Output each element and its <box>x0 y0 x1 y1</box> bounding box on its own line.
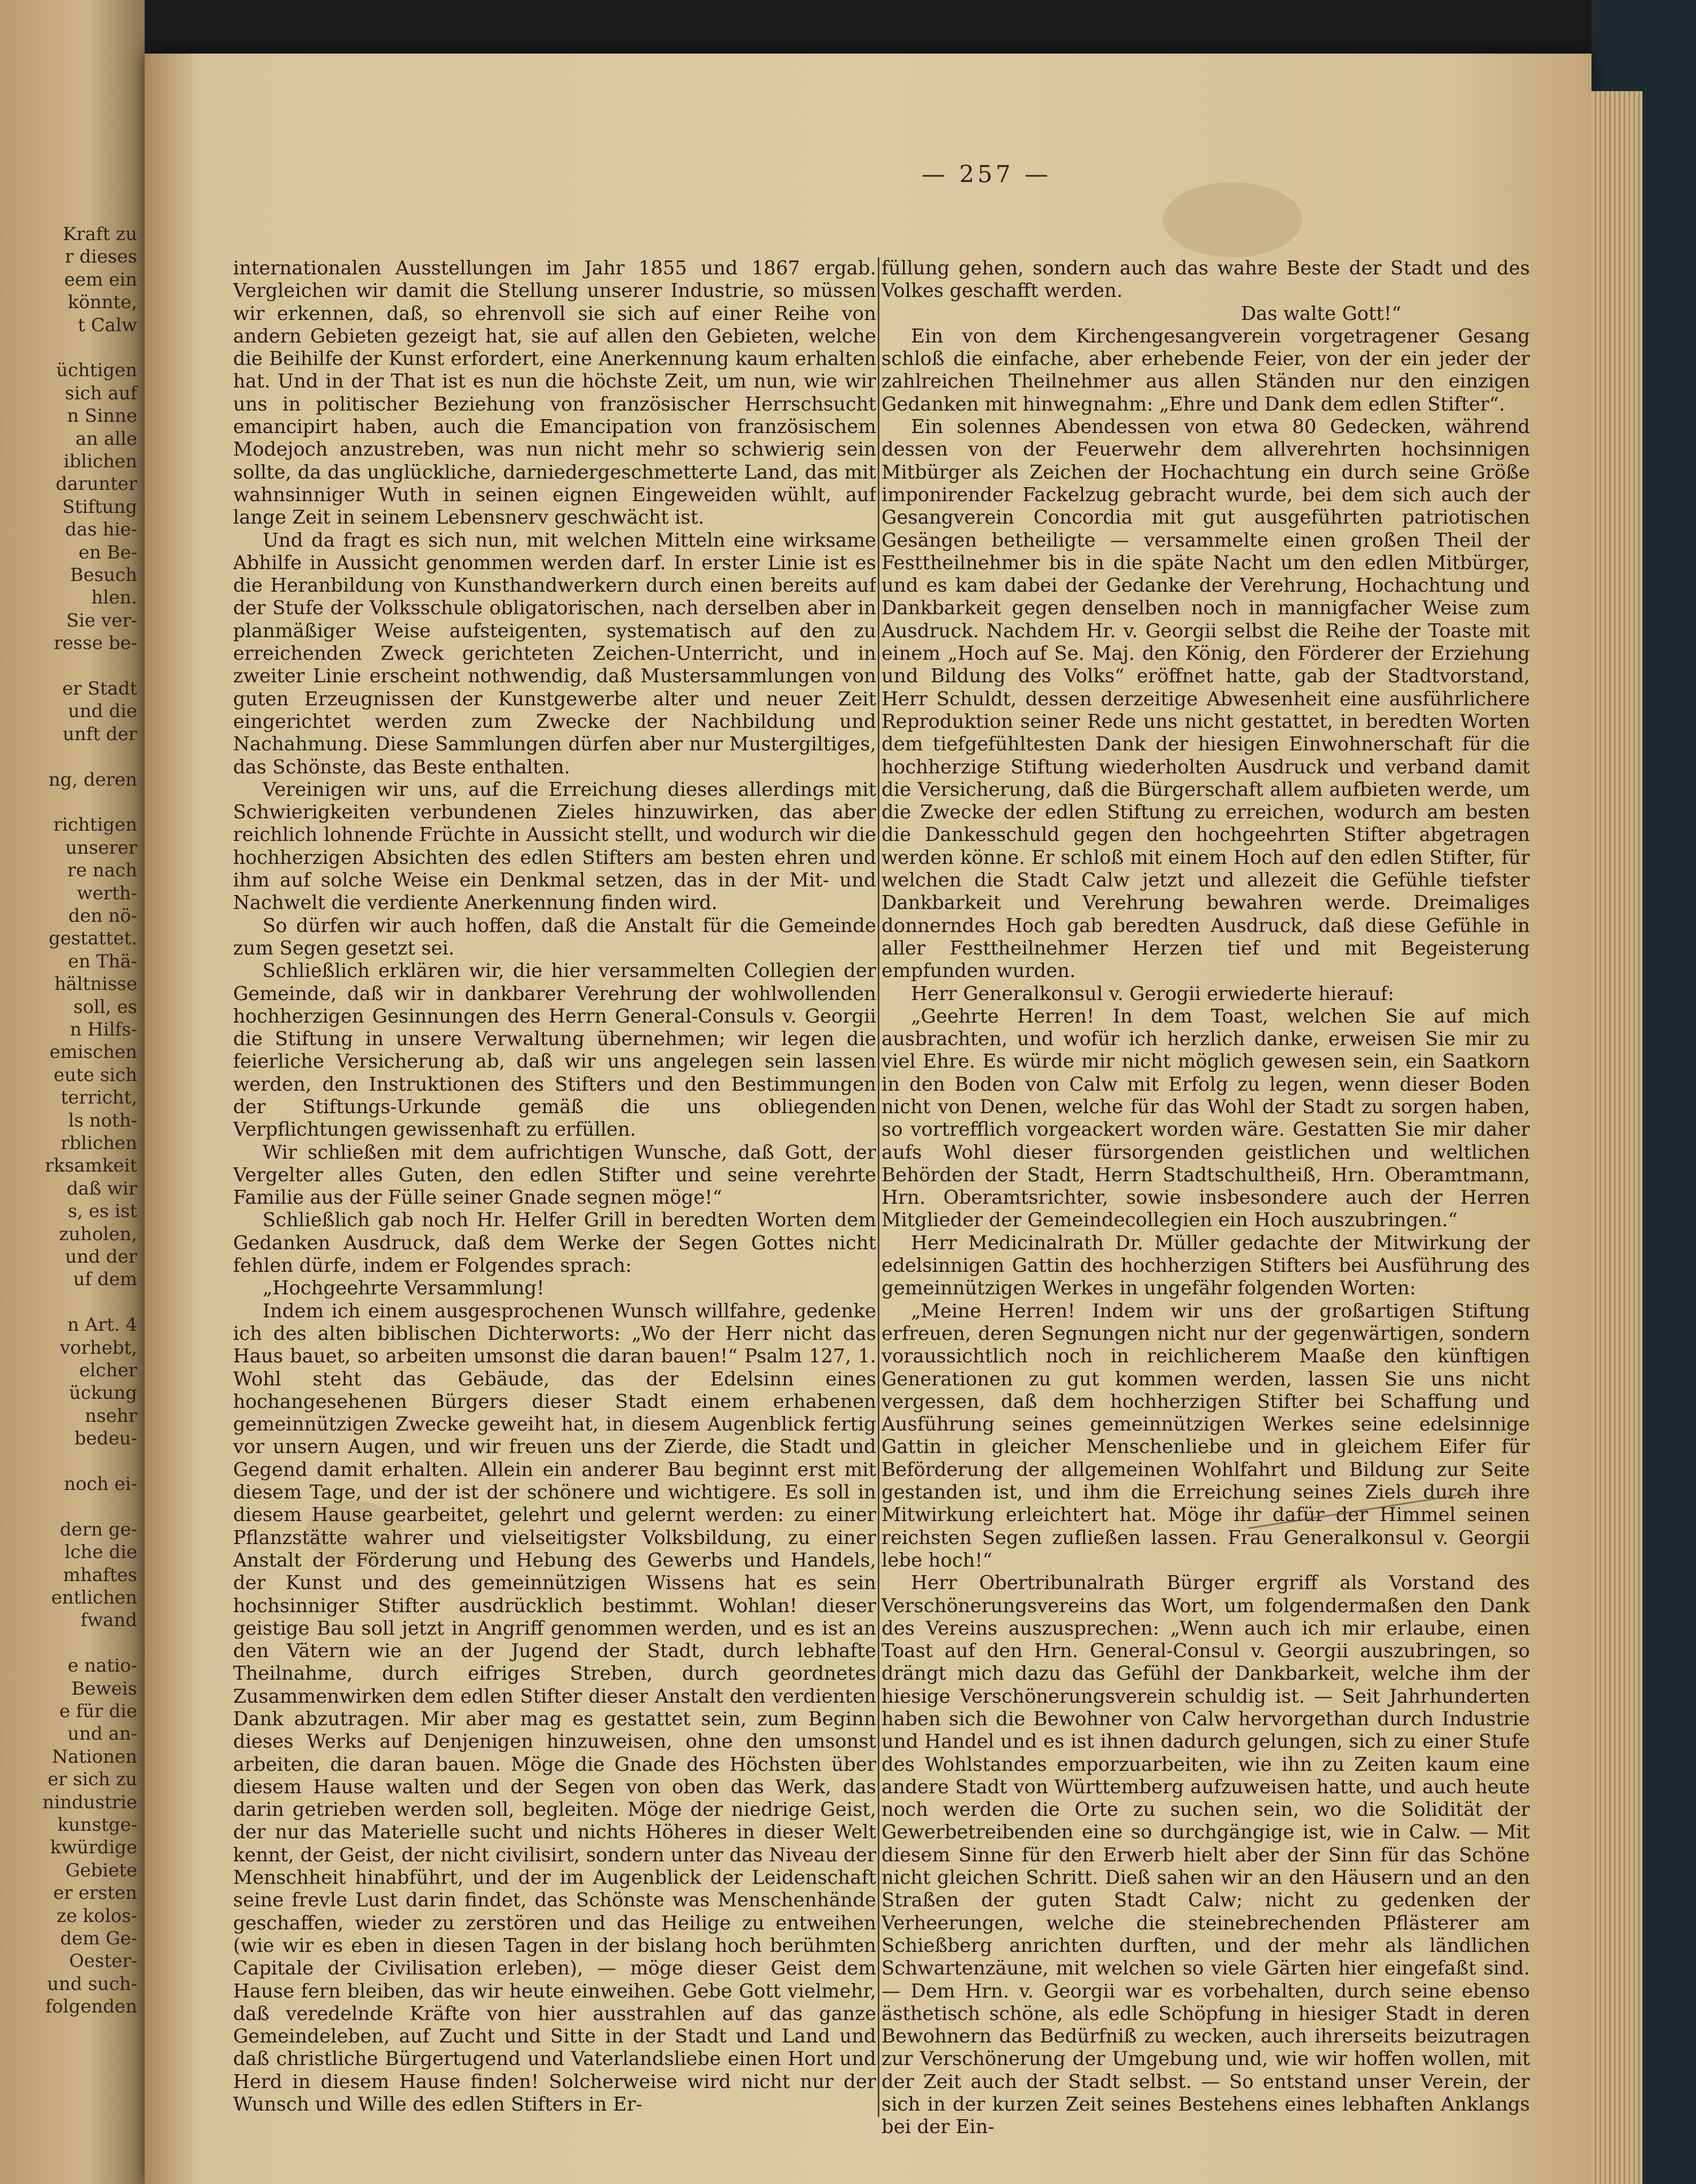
page-number: — 257 — <box>922 161 1051 188</box>
previous-page-line: n Hilfs- <box>70 1019 137 1040</box>
previous-page-line: werth- <box>77 882 137 904</box>
paragraph: füllung gehen, sondern auch das wahre Beste der Stadt und des Volkes geschafft werden. <box>881 257 1530 302</box>
previous-page-line: s, es ist <box>68 1201 137 1223</box>
left-text-column <box>233 257 876 2155</box>
previous-page-line: könnte, <box>68 292 137 314</box>
previous-page-line: den nö- <box>68 905 137 927</box>
previous-page-line: nsehr <box>85 1405 137 1427</box>
previous-page-line: und der <box>65 1246 137 1268</box>
previous-page-line: rksamkeit <box>44 1155 137 1177</box>
previous-page-line: ze kolos- <box>56 1905 137 1927</box>
previous-page-line: er sich zu <box>47 1769 137 1791</box>
previous-page-line: das hie- <box>65 519 137 541</box>
paragraph: Das walte Gott!“ <box>1241 302 1401 325</box>
previous-page-line: unserer <box>65 837 137 859</box>
paragraph: Schließlich gab noch Hr. Helfer Grill in beredten Worten dem Gedanken Ausdruck, daß dem Werke der Segen Gottes nicht fehlen dürfe, indem er Folgendes sprach: <box>233 1209 876 1277</box>
previous-page-line: iblichen <box>63 451 137 472</box>
previous-page-line: soll, es <box>73 996 137 1018</box>
previous-page-line: dern ge- <box>59 1518 137 1540</box>
previous-page-line: eute sich <box>54 1064 137 1086</box>
previous-page-line: kunstge- <box>57 1814 137 1836</box>
previous-page-line: richtigen <box>53 814 137 836</box>
previous-page-line: Stiftung <box>62 496 137 518</box>
previous-page-line: elcher <box>79 1360 137 1381</box>
paragraph: „Meine Herren! Indem wir uns der großartigen Stiftung erfreuen, deren Segnungen nicht nur der gegenwärtigen, sondern voraussichtlich noch in reichlicherem Maaße den künftigen Generationen zu gut kommen werden, lassen Sie uns nicht vergessen, daß dem hochherzigen Stifter bei Schaffung und Ausführung seines gemeinnützigen Werkes seine edelsinnige Gattin in gleicher Menschenliebe und in gleichem Eifer für Beförderung der allgemeinen Wohlfahrt und Bildung zur Seite gestanden ist, und ihm die Erreichung seines Ziels durch ihre Mitwirkung erleichtert hat. Möge ihr dafür der Himmel seinen reichsten Segen zufließen lassen. Frau Generalkonsul v. Georgii lebe hoch!“ <box>881 1300 1530 1571</box>
previous-page-line: en Thä- <box>68 950 137 972</box>
previous-page-line: üchtigen <box>56 360 137 382</box>
previous-page-line: Oester- <box>69 1950 137 1972</box>
previous-page-line: an alle <box>75 428 137 450</box>
column-divider <box>878 257 879 2117</box>
previous-page-line: gestattet. <box>48 928 137 950</box>
previous-page-line: Nationen <box>52 1746 137 1768</box>
previous-page-line: und an- <box>67 1723 137 1745</box>
previous-page-line: daß wir <box>66 1177 137 1199</box>
previous-page-line: ls noth- <box>68 1109 137 1131</box>
previous-page-line: bedeu- <box>74 1428 137 1450</box>
previous-page-line: hältnisse <box>54 973 137 995</box>
previous-page-line: n Art. 4 <box>67 1314 137 1336</box>
previous-page-line: fwand <box>80 1609 137 1631</box>
previous-page-line: eem ein <box>64 269 137 290</box>
previous-page-line: e natio- <box>68 1655 137 1677</box>
previous-page-line: en Be- <box>78 541 137 563</box>
previous-page-line: e für die <box>59 1701 137 1722</box>
previous-page-line: nindustrie <box>42 1791 137 1813</box>
paragraph: Wir schließen mit dem aufrichtigen Wunsche, daß Gott, der Vergelter alles Guten, den edlen Stifter und seine verehrte Familie aus der Fülle seiner Gnade segnen möge!“ <box>233 1141 876 1209</box>
previous-page-line: lche die <box>64 1541 137 1563</box>
previous-page-line: hlen. <box>91 587 137 609</box>
paragraph: internationalen Ausstellungen im Jahr 1855 und 1867 ergab. Vergleichen wir damit die Stellung unserer Industrie, so müssen wir erkennen, daß, so ehrenvoll sie sich auf einer Reihe von andern Gebieten gezeigt hat, sie auf allen den Gebieten, welche die Beihilfe der Kunst erfordert, eine Anerkennung kaum erhalten hat. Und in der That ist es nun die höchste Zeit, um nun, wie wir uns in politischer Beziehung von französischer Herrschsucht emancipirt haben, auch die Emancipation von französischem Modejoch anzustreben, was nun nicht mehr so schwierig sein sollte, da das unglückliche, darniedergeschmetterte Land, das mit wahnsinniger Wuth in seinen eignen Eingeweiden wühlt, auf lange Zeit in seinem Lebensnerv geschwächt ist. <box>233 257 876 529</box>
previous-page-line: er Stadt <box>62 678 137 699</box>
previous-page-line: entlichen <box>51 1587 137 1608</box>
previous-page-line: noch ei- <box>64 1473 137 1495</box>
paragraph: Schließlich erklären wir, die hier versammelten Collegien der Gemeinde, daß wir in dankbarer Verehrung der wohlwollenden hochherzigen Gesinnungen des Herrn General-Consuls v. Georgii die Stiftung in unsere Verwaltung übernehmen; wir legen die feierliche Versicherung ab, daß wir uns angelegen sein lassen werden, den Instruktionen des Stifters und den Bestimmungen der Stiftungs-Urkunde gemäß die uns obliegenden Verpflichtungen gewissenhaft zu erfüllen. <box>233 960 876 1141</box>
paper-stain <box>1163 182 1302 257</box>
previous-page-line: Kraft zu <box>63 223 137 245</box>
previous-page-line: zuholen, <box>59 1223 137 1245</box>
page-stack-edge <box>1592 91 1642 2184</box>
previous-page-line: ng, deren <box>48 769 137 791</box>
previous-page-line: n Sinne <box>67 405 137 427</box>
previous-page-line: ückung <box>69 1382 137 1404</box>
previous-page-line: resse be- <box>54 632 137 654</box>
previous-page-line: folgenden <box>45 1996 137 2018</box>
previous-page-line: Besuch <box>70 564 137 586</box>
paragraph: Ein von dem Kirchengesangverein vorgetragener Gesang schloß die einfache, aber erhebende Feier, von der ein jeder der zahlreichen Theilnehmer aus allen Ständen nur den einzigen Gedanken mit hinwegnahm: „Ehre und Dank dem edlen Stifter“. <box>881 325 1530 415</box>
paragraph: „Geehrte Herren! In dem Toast, welchen Sie auf mich ausbrachten, und wofür ich herzlich danke, erweisen Sie mir zu viel Ehre. Es würde mir nicht möglich gewesen sein, ein Saatkorn in den Boden von Calw mit Erfolg zu legen, wenn dieser Boden nicht von Denen, welche für das Wohl der Stadt zu sorgen haben, so vortrefflich vorgeackert worden wäre. Gestatten Sie mir daher aufs Wohl dieser fürsorgenden geistlichen und weltlichen Behörden der Stadt, Herrn Stadtschultheiß, Hrn. Oberamtmann, Hrn. Oberamtsrichter, sowie insbesondere auch der Herren Mitglieder der Gemeindecollegien ein Hoch auszubringen.“ <box>881 1005 1530 1232</box>
paragraph: Herr Generalkonsul v. Gerogii erwiederte hierauf: <box>911 982 1394 1005</box>
previous-page-line: Gebiete <box>65 1859 137 1881</box>
previous-page-line: re nach <box>67 860 137 882</box>
previous-page-line: rblichen <box>61 1132 137 1154</box>
previous-page-line: und such- <box>47 1973 137 1995</box>
paragraph: Indem ich einem ausgesprochenen Wunsch willfahre, gedenke ich des alten biblischen Dichterworts: „Wo der Herr nicht das Haus bauet, so arbeiten umsonst die daran bauen!“ Psalm 127, 1. Wohl steht das Gebäude, das der Edelsinn eines hochangesehenen Bürgers dieser Stadt einem erhabenen gemeinnützigen Zwecke geweiht hat, in diesem Augenblick fertig vor unsern Augen, und wir freuen uns der Zierde, die Stadt und Gegend damit erhalten. Allein ein anderer Bau beginnt erst mit diesem Tage, und der ist der schönere und wichtigere. Es soll in diesem Hause gearbeitet, gelehrt und gelernt werden: zu einer Pflanzstätte wahrer und vielseitigster Volksbildung, zu einer Anstalt der Förderung und Hebung des Gewerbs und Handels, der Kunst und des gemeinnützigen Wissens hat es sein hochsinniger Stifter ausdrücklich bestimmt. Wohlan! dieser geistige Bau soll jetzt in Angriff genommen werden, und es ist an den Vätern wie an der Jugend der Stadt, durch lebhafte Theilnahme, durch eifriges Streben, durch geordnetes Zusammenwirken dem edlen Stifter dieser Anstalt den verdienten Dank abzutragen. Mir aber mag es gestattet sein, zum Beginn dieses Werks auf Denjenigen hinzuweisen, ohne den umsonst arbeiten, die daran bauen. Möge die Gnade des Höchsten über diesem Hause walten und der Segen von oben das Werk, das darin getrieben werden soll, begleiten. Möge der niedrige Geist, der nur das Materielle sucht und nichts Höheres in dieser Welt kennt, der Geist, der nicht civilisirt, sondern unter das Niveau der Menschheit hinabführt, und der im Augenblick der Leidenschaft seine frevle Lust darin findet, das Schönste was Menschenhände geschaffen, wieder zu zerstören und das Heilige zu entweihen (wie wir es eben in diesen Tagen in der bislang hoch berühmten Capitale der Civilisation erleben), — möge dieser Geist dem Hause fern bleiben, das wir heute einweihen. Gebe Gott vielmehr, daß veredelnde Kräfte von hier ausstrahlen auf das ganze Gemeindeleben, auf Zucht und Sitte in der Stadt und Land und daß christliche Bürgertugend und Vaterlandsliebe einen Hort und Herd in diesem Hause finden! Solcherweise wird nicht nur der Wunsch und Wille des edlen Stifters in Er- <box>233 1300 876 2116</box>
previous-page-line: kwürdige <box>50 1837 137 1859</box>
right-text-column <box>881 257 1530 2155</box>
previous-page-line: unft der <box>63 723 137 745</box>
previous-page-line: t Calw <box>78 314 137 336</box>
previous-page-line: emischen <box>49 1041 137 1063</box>
previous-page-line: vorhebt, <box>59 1337 137 1359</box>
previous-page-line: sich auf <box>65 382 137 404</box>
paragraph: Vereinigen wir uns, auf die Erreichung dieses allerdings mit Schwierigkeiten verbundenen Zieles hinzuwirken, das aber reichlich lohnende Früchte in Aussicht stellt, und wodurch wir die hochherzigen Absichten des edlen Stifters am besten ehren und ihm auf solche Weise ein Denkmal setzen, das in der Mit- und Nachwelt die verdiente Anerkennung finden wird. <box>233 778 876 914</box>
previous-page-fragment <box>0 0 145 2184</box>
previous-page-line: Beweis <box>71 1678 137 1700</box>
previous-page-line: uf dem <box>73 1269 137 1291</box>
paragraph: „Hochgeehrte Versammlung! <box>263 1277 544 1300</box>
previous-page-line: terricht, <box>61 1087 137 1109</box>
previous-page-line: mhaftes <box>63 1564 137 1586</box>
paragraph: Und da fragt es sich nun, mit welchen Mitteln eine wirksame Abhilfe in Aussicht genommen werden darf. In erster Linie ist es die Heranbildung von Kunsthandwerkern durch einen bereits auf der Stufe der Volksschule obligatorischen, nach derselben aber in planmäßiger Weise aufsteigenten, systematisch auf den zu erreichenden Zweck gerichteten Zeichen-Unterricht, und in zweiter Linie erscheint nothwendig, daß Mustersammlungen von guten Erzeugnissen der Kunstgewerbe alter und neuer Zeit eingerichtet werden zum Zwecke der Nachbildung und Nachahmung. Diese Sammlungen dürfen aber nur Mustergiltiges, das Schönste, das Beste enthalten. <box>233 529 876 778</box>
previous-page-line: r dieses <box>65 246 137 268</box>
previous-page-line: er ersten <box>53 1882 137 1904</box>
paragraph: Ein solennes Abendessen von etwa 80 Gedecken, während dessen von der Feuerwehr dem allverehrten hochsinnigen Mitbürger als Zeichen der Hochachtung ein durch seine Größe imponirender Fackelzug gebracht wurde, bei dem sich auch der Gesangverein Concordia mit gut ausgeführten patriotischen Gesängen betheiligte — versammelte einen großen Theil der Festtheilnehmer bis in die späte Nacht um den edlen Mitbürger, und es kam dabei der Gedanke der Verehrung, Hochachtung und Dankbarkeit gegen denselben noch in mannigfacher Weise zum Ausdruck. Nachdem Hr. v. Georgii selbst die Reihe der Toaste mit einem „Hoch auf Se. Maj. den König, den Förderer der Erziehung und Bildung des Volks“ eröffnet hatte, gab der Stadtvorstand, Herr Schuldt, dessen derzeitige Abwesenheit eine ausführlichere Reproduktion seiner Rede uns nicht gestattet, in beredten Worten dem tiefgefühltesten Dank der hiesigen Einwohnerschaft für die hochherzige Stiftung wiederholten Ausdruck und verband damit die Versicherung, daß die Bürgerschaft allem aufbieten werde, um die Zwecke der edlen Stiftung zu erreichen, wodurch am besten die Dankesschuld gegen den hochgeehrten Stifter abgetragen werden könne. Er schloß mit einem Hoch auf den edlen Stifter, für welchen die Stadt Calw jetzt und allezeit die Gefühle tiefster Dankbarkeit und Verehrung bewahren werde. Dreimaliges donnerndes Hoch gab beredten Ausdruck, daß diese Gefühle in aller Festtheilnehmer Herzen tief und mit Begeisterung empfunden wurden. <box>881 416 1530 982</box>
previous-page-line: Sie ver- <box>66 609 137 631</box>
previous-page-line: dem Ge- <box>60 1928 137 1949</box>
paragraph: Herr Medicinalrath Dr. Müller gedachte der Mitwirkung der edelsinnigen Gattin des hochherzigen Stifters bei Ausführung des gemeinnützigen Werkes in ungefähr folgenden Worten: <box>881 1232 1530 1300</box>
paragraph: So dürfen wir auch hoffen, daß die Anstalt für die Gemeinde zum Segen gesetzt sei. <box>233 914 876 959</box>
book-page <box>145 54 1592 2184</box>
paragraph: Herr Obertribunalrath Bürger ergriff als Vorstand des Verschönerungsvereins das Wort, um folgendermaßen den Dank des Vereins auszusprechen: „Wenn auch ich mir erlaube, einen Toast auf den Hrn. General-Consul v. Georgii auszubringen, so drängt mich dazu das Gefühl der Dankbarkeit, welche ihm der hiesige Verschönerungsverein schuldig ist. — Seit Jahrhunderten haben sich die Bewohner von Calw hervorgethan durch Industrie und Handel und es ist ihnen dadurch gelungen, sich zu einer Stufe des Wohlstandes emporzuarbeiten, wie ihn zu Zeiten kaum eine andere Stadt von Württemberg aufzuweisen hatte, und auch heute noch werden die Orte zu suchen sein, wo die Solidität der Gewerbetreibenden eine so durchgängige ist, wie in Calw. — Mit diesem Sinne für den Erwerb hielt aber der Sinn für das Schöne nicht gleichen Schritt. Dieß sahen wir an den Häusern und an den Straßen der guten Stadt Calw; nicht zu gedenken der Verheerungen, welche die steinebrechenden Pflästerer am Schießberg anrichten durften, und der mehr als ländlichen Schwartenzäune, mit welchen so viele Gärten hier eingefaßt sind. — Dem Hrn. v. Georgii war es vorbehalten, durch seine ebenso ästhetisch schöne, als edle Schöpfung in hiesiger Stadt in deren Bewohnern das Bedürfniß zu wecken, auch ihrerseits beizutragen zur Verschönerung der Umgebung und, wie wir hoffen wollen, mit der Zeit auch der Stadt selbst. — So entstand unser Verein, der sich in der kurzen Zeit seines Bestehens eines lebhaften Anklangs bei der Ein- <box>881 1572 1530 2138</box>
previous-page-line: und die <box>68 700 137 722</box>
previous-page-line: darunter <box>55 473 137 495</box>
